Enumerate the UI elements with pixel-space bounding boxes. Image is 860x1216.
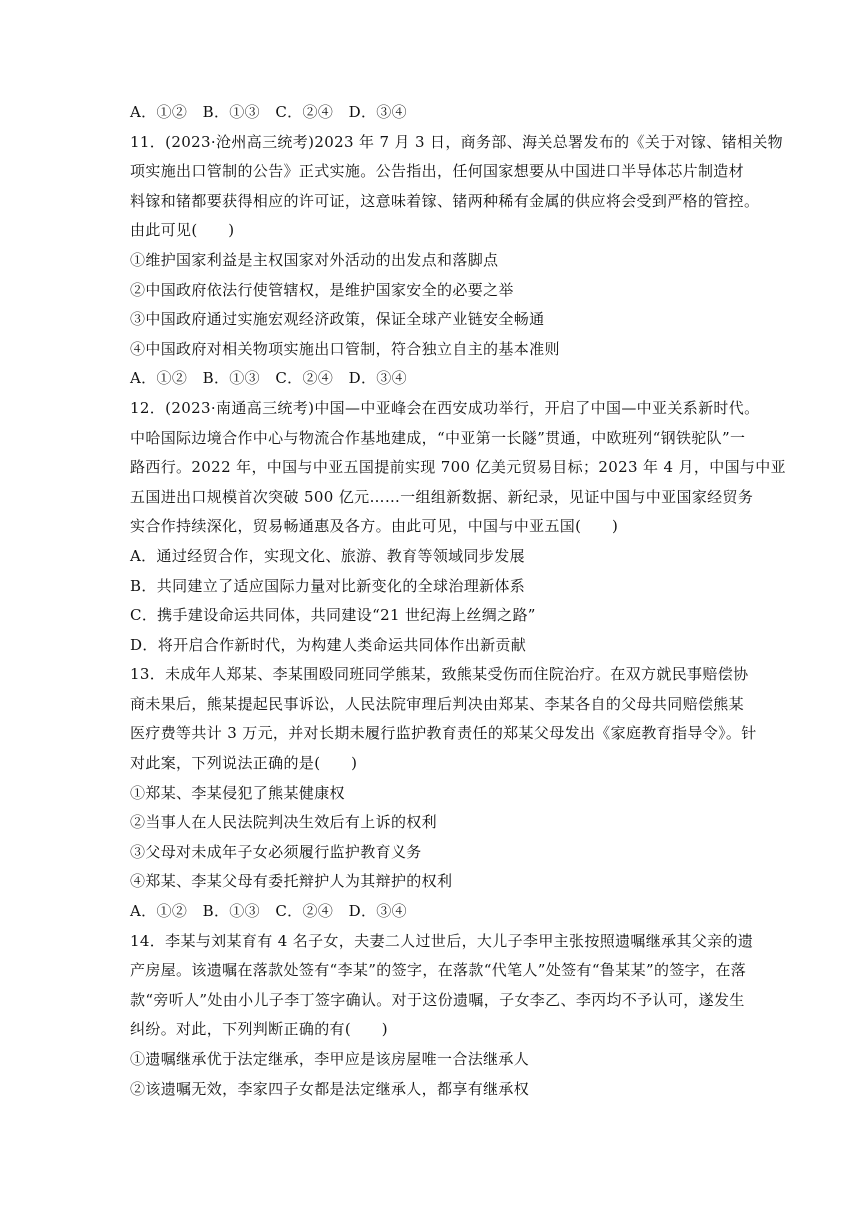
q11-statement-2: ②中国政府依法行使管辖权，是维护国家安全的必要之举	[130, 280, 514, 299]
q11-stem-line-3: 料镓和锗都要获得相应的许可证，这意味着镓、锗两种稀有金属的供应将会受到严格的管控。	[130, 191, 760, 210]
q12-stem-line-2: 中哈国际边境合作中心与物流合作基地建成，“中亚第一长隧”贯通，中欧班列“钢铁驼队”一	[130, 428, 746, 447]
q11-stem-line-1: 11．(2023·沧州高三统考)2023 年 7 月 3 日，商务部、海关总署发布的《关于对镓、锗相关物	[130, 132, 784, 151]
q10-options: A．①② B．①③ C．②④ D．③④	[130, 103, 408, 121]
q13-stem-line-2: 商未果后，熊某提起民事诉讼，人民法院审理后判决由郑某、李某各自的父母共同赔偿熊某	[130, 694, 745, 713]
q11-stem-line-2: 项实施出口管制的公告》正式实施。公告指出，任何国家想要从中国进口半导体芯片制造材	[130, 162, 745, 181]
q13-statement-4: ④郑某、李某父母有委托辩护人为其辩护的权利	[130, 872, 453, 891]
q13-stem-line-1: 13．未成年人郑某、李某围殴同班同学熊某，致熊某受伤而住院治疗。在双方就民事赔偿协	[130, 665, 749, 684]
q13-options: A．①② B．①③ C．②④ D．③④	[130, 902, 408, 921]
q13-statement-2: ②当事人在人民法院判决生效后有上诉的权利	[130, 813, 438, 832]
q14-stem-line-3: 款“旁听人”处由小儿子李丁签字确认。对于这份遗嘱，子女李乙、李丙均不予认可，遂发生	[130, 990, 745, 1009]
q12-stem-line-1: 12．(2023·南通高三统考)中国—中亚峰会在西安成功举行，开启了中国—中亚关系新时代。	[130, 398, 760, 417]
q11-options: A．①② B．①③ C．②④ D．③④	[130, 369, 408, 388]
q14-stem-line-1: 14．李某与刘某育有 4 名子女，夫妻二人过世后，大儿子李甲主张按照遗嘱继承其父亲的遗	[130, 931, 754, 950]
q13-statement-3: ③父母对未成年子女必须履行监护教育义务	[130, 842, 422, 861]
q11-statement-1: ①维护国家利益是主权国家对外活动的出发点和落脚点	[130, 250, 499, 269]
q13-stem-line-3: 医疗费等共计 3 万元，并对长期未履行监护教育责任的郑某父母发出《家庭教育指导令》。针	[130, 724, 757, 743]
q14-stem-line-4: 纠纷。对此，下列判断正确的有( )	[130, 1020, 389, 1039]
q11-statement-4: ④中国政府对相关物项实施出口管制，符合独立自主的基本准则	[130, 339, 560, 358]
q12-stem-line-3: 路西行。2022 年，中国与中亚五国提前实现 700 亿美元贸易目标；2023 年 4 月，中国与中亚	[130, 458, 786, 477]
q12-option-b: B．共同建立了适应国际力量对比新变化的全球治理新体系	[130, 576, 526, 595]
q13-statement-1: ①郑某、李某侵犯了熊某健康权	[130, 783, 345, 802]
q14-stem-line-2: 产房屋。该遗嘱在落款处签有“李某”的签字，在落款“代笔人”处签有“鲁某某”的签字，在落	[130, 961, 747, 980]
q12-stem-line-5: 实合作持续深化，贸易畅通惠及各方。由此可见，中国与中亚五国( )	[130, 517, 619, 536]
q11-stem-line-4: 由此可见( )	[130, 221, 235, 240]
q12-option-a: A．通过经贸合作，实现文化、旅游、教育等领域同步发展	[130, 546, 525, 565]
q12-option-d: D．将开启合作新时代，为构建人类命运共同体作出新贡献	[130, 635, 527, 654]
q12-option-c: C．携手建设命运共同体，共同建设“21 世纪海上丝绸之路”	[130, 606, 536, 625]
q14-statement-2: ②该遗嘱无效，李家四子女都是法定继承人，都享有继承权	[130, 1079, 530, 1098]
q14-statement-1: ①遗嘱继承优于法定继承，李甲应是该房屋唯一合法继承人	[130, 1050, 530, 1068]
q11-statement-3: ③中国政府通过实施宏观经济政策，保证全球产业链安全畅通	[130, 310, 545, 329]
q12-stem-line-4: 五国进出口规模首次突破 500 亿元……一组组新数据、新纪录，见证中国与中亚国家经贸务	[130, 487, 754, 506]
q13-stem-line-4: 对此案，下列说法正确的是( )	[130, 754, 358, 773]
